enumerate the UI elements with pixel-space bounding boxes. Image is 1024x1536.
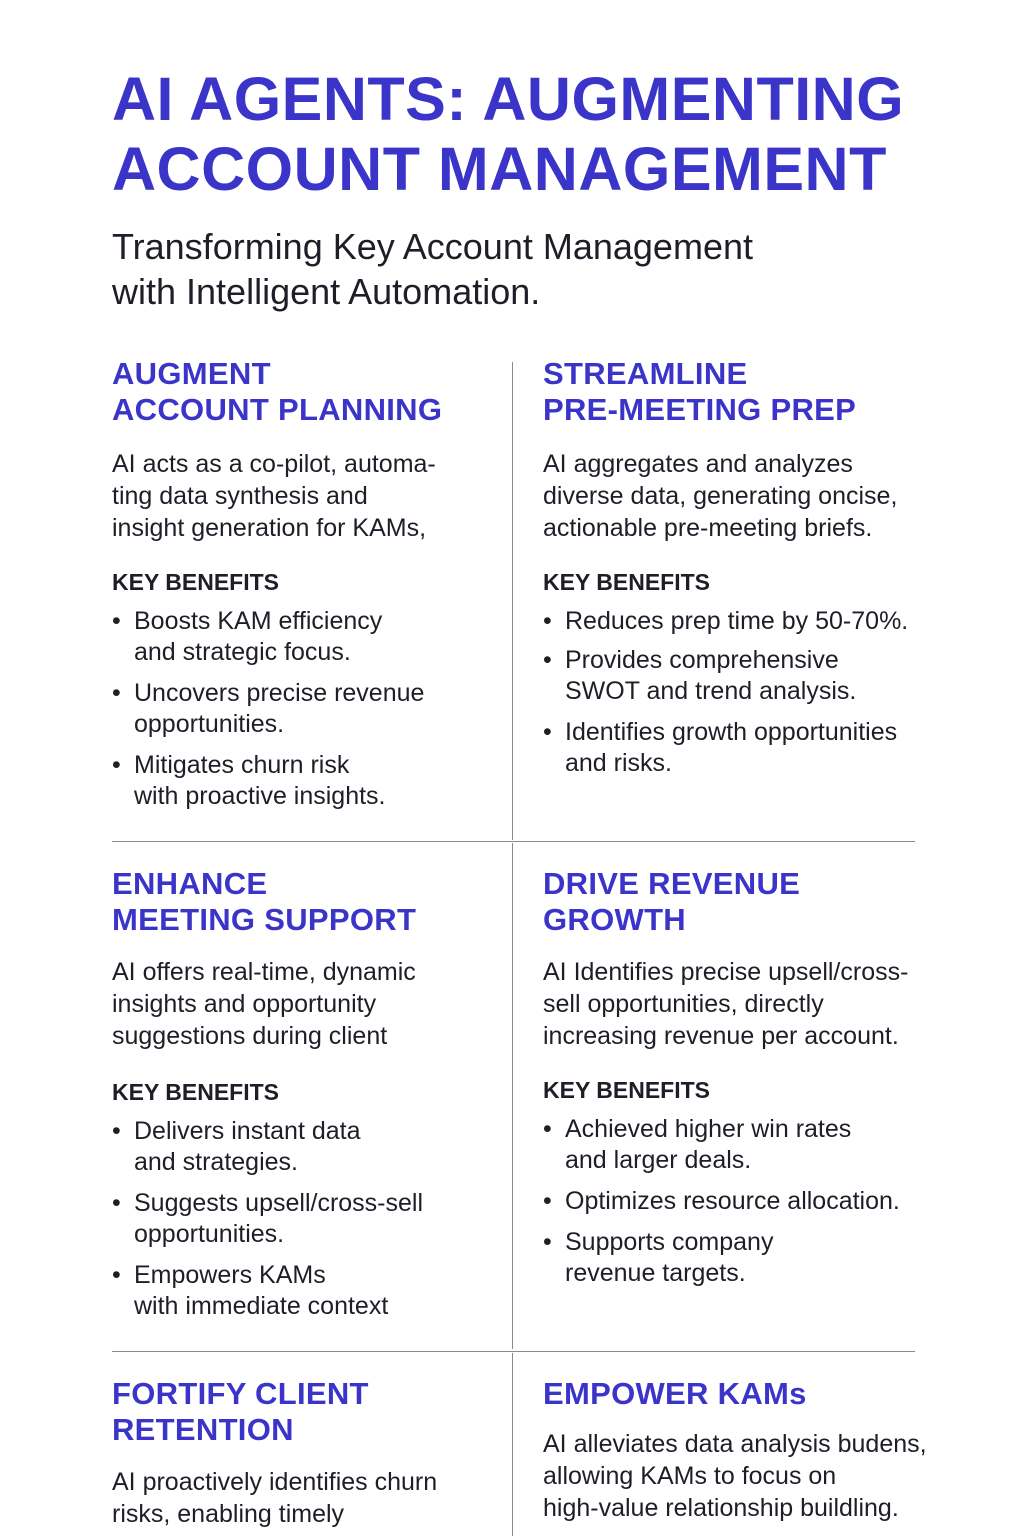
benefits-list	[112, 1116, 502, 1322]
section-title	[112, 1376, 502, 1448]
benefit-line: Empowers KAMs	[134, 1261, 326, 1289]
benefit-line: with proactive insights.	[134, 782, 386, 810]
page-subtitle	[112, 224, 972, 314]
key-benefits-heading: KEY BENEFITS	[112, 569, 279, 595]
section-title-line: GROWTH	[543, 902, 686, 937]
column-divider	[512, 1353, 513, 1536]
description-line: diverse data, generating oncise,	[543, 482, 898, 510]
subtitle-line: with Intelligent Automation.	[112, 271, 541, 312]
description-line: allowing KAMs to focus on	[543, 1462, 837, 1490]
bullet-icon: •	[543, 1228, 552, 1256]
benefit-line: opportunities.	[134, 710, 285, 738]
benefit-line: and risks.	[565, 749, 672, 777]
description-line: AI aggregates and analyzes	[543, 450, 853, 478]
bullet-icon: •	[112, 751, 121, 779]
benefit-line: Provides comprehensive	[565, 646, 839, 674]
benefit-item	[543, 1227, 983, 1289]
benefit-item	[112, 1188, 502, 1250]
bullet-icon: •	[543, 1115, 552, 1143]
section-title-line: EMPOWER KAMs	[543, 1376, 807, 1411]
key-benefits-heading: KEY BENEFITS	[543, 569, 710, 595]
section-description	[112, 956, 502, 1052]
description-line: AI alleviates data analysis budens,	[543, 1430, 927, 1458]
section-streamline-pre-meeting-prep	[543, 356, 983, 779]
section-title-line: STREAMLINE	[543, 356, 748, 391]
benefits-list	[543, 606, 983, 779]
description-line: increasing revenue per account.	[543, 1022, 899, 1050]
description-line: risks, enabling timely	[112, 1500, 345, 1528]
benefit-item	[112, 678, 502, 740]
benefit-line: Achieved higher win rates	[565, 1115, 852, 1143]
benefit-item	[112, 1116, 502, 1178]
benefit-line: Optimizes resource allocation.	[565, 1187, 900, 1215]
bullet-icon: •	[543, 646, 552, 674]
title-line: ACCOUNT MANAGEMENT	[112, 135, 887, 203]
section-title-line: AUGMENT	[112, 356, 271, 391]
description-line: ting data synthesis and	[112, 482, 368, 510]
subtitle-line: Transforming Key Account Management	[112, 226, 753, 267]
benefit-line: Delivers instant data	[134, 1117, 361, 1145]
benefit-line: Reduces prep time by 50-70%.	[565, 607, 909, 635]
bullet-icon: •	[112, 1189, 121, 1217]
section-description	[543, 1428, 983, 1524]
benefit-line: and strategic focus.	[134, 638, 351, 666]
benefit-line: Mitigates churn risk	[134, 751, 350, 779]
benefit-item	[543, 606, 983, 637]
section-empower-kams	[543, 1376, 983, 1524]
section-fortify-client-retention	[112, 1376, 502, 1530]
key-benefits-heading: KEY BENEFITS	[112, 1079, 279, 1105]
section-title-line: MEETING SUPPORT	[112, 902, 417, 937]
title-line: AI AGENTS: AUGMENTING	[112, 65, 905, 133]
benefits-list	[543, 1114, 983, 1289]
section-drive-revenue-growth	[543, 866, 983, 1289]
section-augment-account-planning	[112, 356, 502, 812]
bullet-icon: •	[112, 607, 121, 635]
description-line: AI proactively identifies churn	[112, 1468, 438, 1496]
section-description	[112, 448, 502, 544]
section-title-line: DRIVE REVENUE	[543, 866, 801, 901]
section-title-line: ACCOUNT PLANNING	[112, 392, 443, 427]
section-description	[543, 956, 983, 1052]
section-title	[543, 1376, 983, 1412]
page-title	[112, 64, 992, 204]
description-line: suggestions during client	[112, 1022, 388, 1050]
benefit-item	[543, 1186, 983, 1217]
benefit-item	[543, 717, 983, 779]
section-title-line: ENHANCE	[112, 866, 268, 901]
benefit-item	[112, 1260, 502, 1322]
section-title	[543, 356, 983, 428]
description-line: insights and opportunity	[112, 990, 377, 1018]
benefit-line: Suggests upsell/cross-sell	[134, 1189, 424, 1217]
benefit-line: and strategies.	[134, 1148, 298, 1176]
benefit-item	[112, 750, 502, 812]
bullet-icon: •	[112, 679, 121, 707]
description-line: high-value relationship buildling.	[543, 1494, 899, 1522]
description-line: AI offers real-time, dynamic	[112, 958, 416, 986]
key-benefits-heading: KEY BENEFITS	[543, 1077, 710, 1103]
column-divider	[512, 843, 513, 1349]
section-title-line: RETENTION	[112, 1412, 294, 1447]
benefit-item	[543, 645, 983, 707]
section-title	[112, 356, 502, 428]
section-title-line: PRE-MEETING PREP	[543, 392, 857, 427]
description-line: AI Identifies precise upsell/cross-	[543, 958, 909, 986]
benefit-line: revenue targets.	[565, 1259, 746, 1287]
benefit-line: Supports company	[565, 1228, 774, 1256]
description-line: insight generation for KAMs,	[112, 514, 427, 542]
bullet-icon: •	[112, 1261, 121, 1289]
benefit-item	[112, 606, 502, 668]
section-title-line: FORTIFY CLIENT	[112, 1376, 369, 1411]
benefit-line: SWOT and trend analysis.	[565, 677, 857, 705]
bullet-icon: •	[543, 718, 552, 746]
section-description	[543, 448, 983, 544]
bullet-icon: •	[543, 607, 552, 635]
benefit-line: opportunities.	[134, 1220, 285, 1248]
column-divider	[512, 362, 513, 840]
row-divider	[112, 1351, 915, 1352]
benefit-line: and larger deals.	[565, 1146, 752, 1174]
section-title	[543, 866, 983, 938]
bullet-icon: •	[112, 1117, 121, 1145]
section-description	[112, 1466, 502, 1530]
section-title	[112, 866, 502, 938]
benefit-item	[543, 1114, 983, 1176]
description-line: actionable pre-meeting briefs.	[543, 514, 873, 542]
benefits-list	[112, 606, 502, 812]
description-line: sell opportunities, directly	[543, 990, 824, 1018]
benefit-line: Boosts KAM efficiency	[134, 607, 383, 635]
benefit-line: with immediate context	[134, 1292, 389, 1320]
benefit-line: Uncovers precise revenue	[134, 679, 425, 707]
bullet-icon: •	[543, 1187, 552, 1215]
section-enhance-meeting-support	[112, 866, 502, 1322]
row-divider	[112, 841, 915, 842]
benefit-line: Identifies growth opportunities	[565, 718, 898, 746]
description-line: AI acts as a co-pilot, automa-	[112, 450, 436, 478]
